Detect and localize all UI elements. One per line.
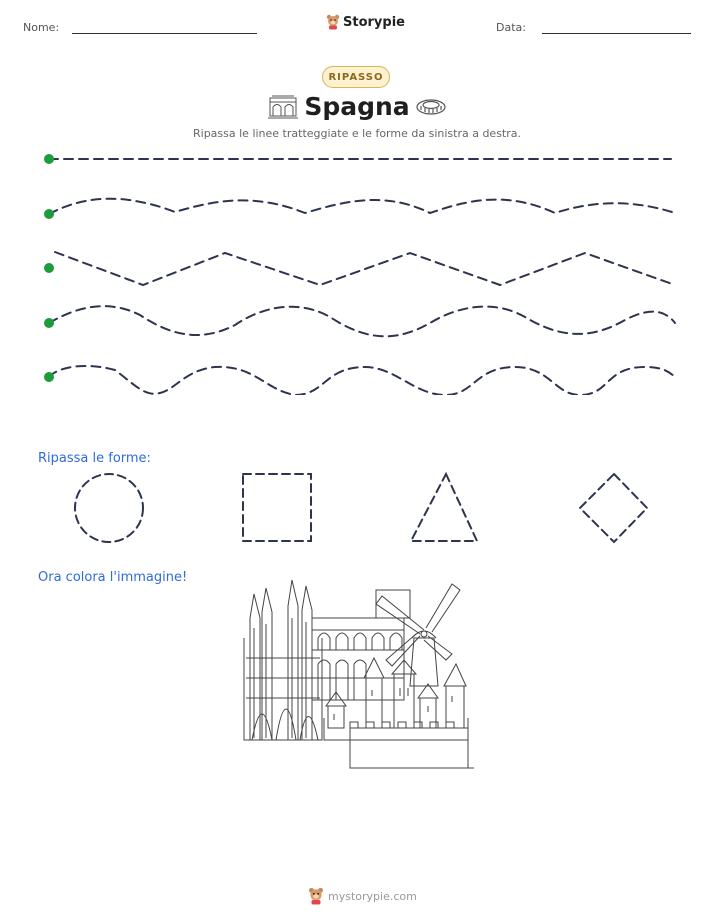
colosseum-icon (415, 96, 447, 118)
footer (308, 887, 417, 905)
bear-mascot-icon (308, 887, 324, 905)
start-dot (44, 209, 54, 219)
spain-landmarks-illustration (242, 578, 474, 772)
tracing-line-zigzag (55, 252, 675, 285)
start-dot (44, 372, 54, 382)
windmill-drawing (376, 584, 460, 686)
start-dot (44, 154, 54, 164)
footer-link[interactable]: mystorypie.com (328, 889, 417, 903)
date-label: Data: (496, 21, 526, 34)
name-field-line[interactable] (72, 33, 257, 34)
name-label: Nome: (23, 21, 60, 34)
tracing-line-gentle-wave (49, 199, 675, 214)
tracing-shapes (60, 470, 660, 550)
sagrada-familia-drawing (244, 580, 322, 740)
bear-mascot-icon (326, 14, 340, 30)
shapes-section-label: Ripassa le forme: (38, 451, 151, 466)
date-field-line[interactable] (542, 33, 691, 34)
page-subtitle: Ripassa le linee tratteggiate e le forme da sinistra a destra. (193, 127, 521, 140)
review-badge: RIPASSO (322, 66, 390, 88)
tracing-shape-diamond (580, 474, 647, 542)
start-dot (44, 263, 54, 273)
tracing-line-bumpy-wave (49, 366, 675, 395)
tracing-shape-triangle (411, 474, 477, 541)
tracing-line-wave (49, 306, 675, 336)
tracing-shape-square (243, 474, 311, 541)
page-title: Spagna (304, 92, 410, 121)
start-dot (44, 318, 54, 328)
brand-name: Storypie (343, 14, 405, 30)
tracing-shape-circle (75, 474, 143, 542)
tracing-lines-area (35, 145, 685, 395)
color-section-label: Ora colora l'immagine! (38, 570, 188, 585)
brand-logo (326, 14, 405, 30)
castle-drawing (324, 658, 474, 768)
